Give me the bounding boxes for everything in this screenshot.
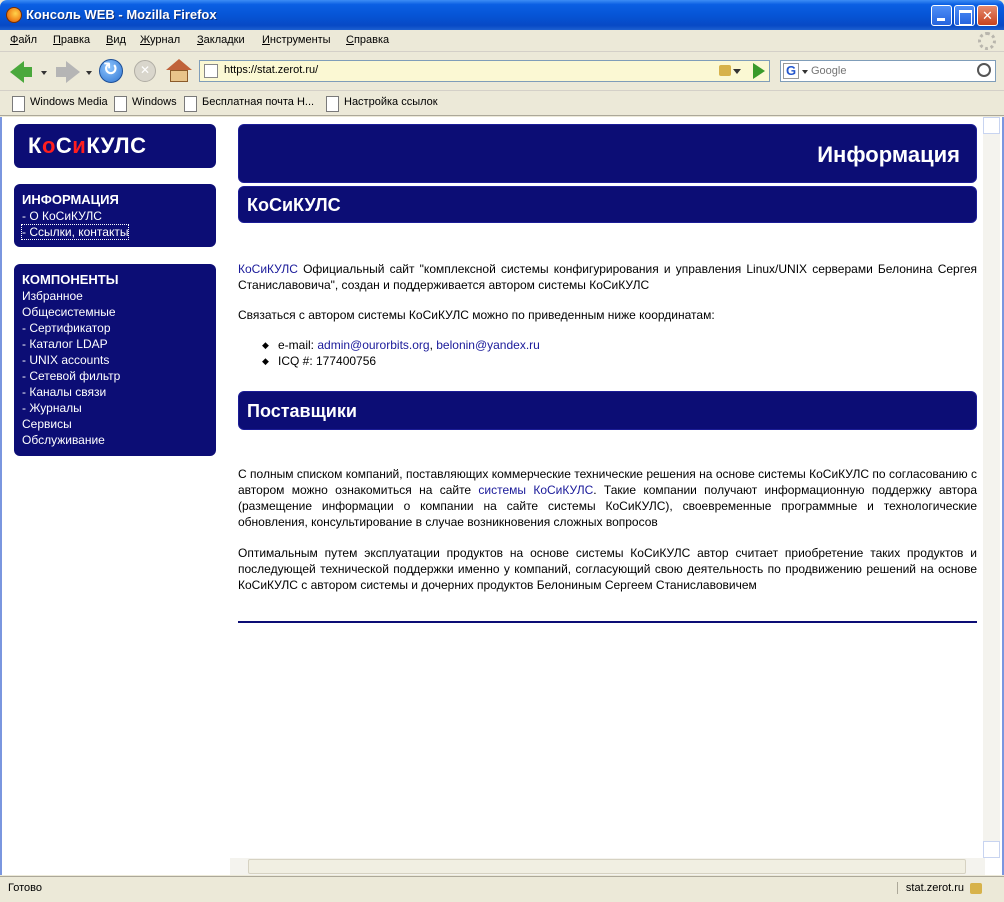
sidebar-link-ldap[interactable]: - Каталог LDAP bbox=[22, 337, 108, 351]
firefox-icon bbox=[6, 7, 22, 23]
menu-edit[interactable]: Правка bbox=[53, 34, 91, 46]
page-title: Информация bbox=[817, 142, 960, 167]
menu-file[interactable]: Файл bbox=[10, 34, 38, 46]
optimal-paragraph: Оптимальным путем эксплуатации продуктов на основе системы КоСиКУЛС автор считает приобретение таких продуктов и последующей технической поддержки именно у компаний, согласующий свою деятельность по продвижению решений на основе КоСиКУЛС с автором системы и дочерних продуктов Белониным Сергеем Станиславовичем bbox=[238, 546, 977, 592]
url-text[interactable]: https://stat.zerot.ru/ bbox=[224, 64, 319, 76]
info-heading: ИНФОРМАЦИЯ bbox=[22, 192, 119, 207]
sidebar-link-maintenance[interactable]: Обслуживание bbox=[22, 433, 105, 447]
lock-icon[interactable] bbox=[719, 65, 731, 76]
intro-paragraph: КоСиКУЛС Официальный сайт "комплексной системы конфигурирования и управления Linux/UNIX серверами Белонина Сергея Станиславовича", создан и поддерживается автором системы КоСиКУЛС bbox=[238, 262, 977, 292]
sidebar-link-contacts[interactable]: - Ссылки, контакты bbox=[22, 225, 129, 239]
section-title: Поставщики bbox=[247, 401, 357, 421]
page-header bbox=[238, 124, 977, 183]
status-bar bbox=[0, 876, 1004, 902]
forward-history-dropdown[interactable] bbox=[86, 71, 92, 75]
contacts-list bbox=[262, 337, 962, 369]
close-button[interactable]: ✕ bbox=[977, 5, 998, 26]
bookmark-free-mail[interactable]: Бесплатная почта H... bbox=[184, 96, 314, 108]
site-logo[interactable]: КоСиКУЛС bbox=[28, 133, 147, 158]
forward-button[interactable] bbox=[56, 67, 66, 77]
sidebar-link-system[interactable]: Общесистемные bbox=[22, 305, 116, 319]
system-site-link[interactable]: системы КоСиКУЛС bbox=[478, 483, 594, 497]
stop-icon[interactable] bbox=[134, 60, 156, 82]
menu-history[interactable]: Журнал bbox=[140, 34, 181, 46]
search-icon[interactable] bbox=[977, 63, 991, 77]
vertical-scrollbar[interactable] bbox=[983, 117, 1000, 858]
navigation-toolbar bbox=[0, 53, 1004, 91]
sidebar-link-firewall[interactable]: - Сетевой фильтр bbox=[22, 369, 121, 383]
menu-view[interactable]: Вид bbox=[106, 34, 126, 46]
search-bar bbox=[780, 60, 996, 82]
sidebar-link-certificator[interactable]: - Сертификатор bbox=[22, 321, 111, 335]
email-link-belonin[interactable]: belonin@yandex.ru bbox=[436, 338, 540, 352]
go-icon[interactable] bbox=[753, 63, 765, 79]
info-panel bbox=[14, 184, 216, 247]
menu-tools[interactable]: Инструменты bbox=[262, 34, 331, 46]
sidebar-link-favorites[interactable]: Избранное bbox=[22, 289, 83, 303]
section-header-suppliers bbox=[238, 391, 977, 430]
back-history-dropdown[interactable] bbox=[41, 71, 47, 75]
kosikuls-link[interactable]: КоСиКУЛС bbox=[238, 262, 298, 276]
site-favicon-icon bbox=[204, 64, 218, 78]
scrollbar-thumb[interactable] bbox=[248, 859, 966, 874]
list-item: ◆ ICQ #: 177400756 bbox=[262, 353, 962, 369]
menu-bar bbox=[0, 30, 1004, 52]
google-engine-icon[interactable]: G bbox=[783, 63, 799, 79]
status-text: Готово bbox=[8, 882, 42, 894]
divider bbox=[238, 621, 977, 623]
email-link-admin[interactable]: admin@ourorbits.org bbox=[317, 338, 430, 352]
sidebar-link-about[interactable]: - О КоСиКУЛС bbox=[22, 209, 102, 223]
url-bar[interactable] bbox=[199, 60, 770, 82]
page-viewport bbox=[0, 117, 1004, 875]
security-lock-icon[interactable] bbox=[970, 883, 982, 894]
components-panel bbox=[14, 264, 216, 456]
reload-icon[interactable] bbox=[99, 59, 123, 83]
bookmark-link-settings[interactable]: Настройка ссылок bbox=[326, 96, 438, 108]
search-engine-dropdown[interactable] bbox=[802, 70, 808, 74]
throbber-icon bbox=[978, 32, 996, 50]
suppliers-paragraph: С полным списком компаний, поставляющих коммерческие технические решения на основе системы КоСиКУЛС по согласованию с автором можно ознакомиться на сайте системы КоСиКУЛС. Такие компании получают информационную поддержку автора (размещение информации о компании на сайте системы КоСиКУЛС), своевременные программные и технологические обновления, консультирование в случае возникновения сложных вопросов bbox=[238, 467, 977, 529]
sidebar-link-services[interactable]: Сервисы bbox=[22, 417, 72, 431]
menu-bookmarks[interactable]: Закладки bbox=[197, 34, 245, 46]
section-title: КоСиКУЛС bbox=[247, 195, 341, 215]
url-history-dropdown[interactable] bbox=[733, 69, 741, 74]
sidebar-link-channels[interactable]: - Каналы связи bbox=[22, 385, 107, 399]
forward-arrow-icon[interactable] bbox=[66, 61, 80, 83]
bookmark-windows-media[interactable]: Windows Media bbox=[12, 96, 108, 108]
scroll-down-button[interactable] bbox=[983, 841, 1000, 858]
home-icon[interactable] bbox=[166, 59, 192, 83]
contact-paragraph: Связаться с автором системы КоСиКУЛС можно по приведенным ниже координатам: bbox=[238, 308, 715, 322]
logo-panel bbox=[14, 124, 216, 168]
list-item: ◆ e-mail: admin@ourorbits.org, belonin@yandex.ru bbox=[262, 337, 962, 353]
components-heading: КОМПОНЕНТЫ bbox=[22, 272, 119, 287]
sidebar-link-logs[interactable]: - Журналы bbox=[22, 401, 82, 415]
status-host: stat.zerot.ru bbox=[897, 882, 964, 894]
window-titlebar bbox=[0, 0, 1004, 30]
back-button[interactable] bbox=[22, 67, 32, 77]
search-input[interactable] bbox=[811, 63, 967, 79]
window-title: Консоль WEB - Mozilla Firefox bbox=[26, 7, 217, 22]
horizontal-scrollbar[interactable] bbox=[230, 858, 985, 875]
bookmarks-toolbar bbox=[0, 92, 1004, 116]
scroll-up-button[interactable] bbox=[983, 117, 1000, 134]
minimize-button[interactable] bbox=[931, 5, 952, 26]
section-header-kosikuls bbox=[238, 186, 977, 223]
menu-help[interactable]: Справка bbox=[346, 34, 390, 46]
maximize-button[interactable] bbox=[954, 5, 975, 26]
sidebar-link-unix-accounts[interactable]: - UNIX accounts bbox=[22, 353, 110, 367]
bookmark-windows[interactable]: Windows bbox=[114, 96, 177, 108]
